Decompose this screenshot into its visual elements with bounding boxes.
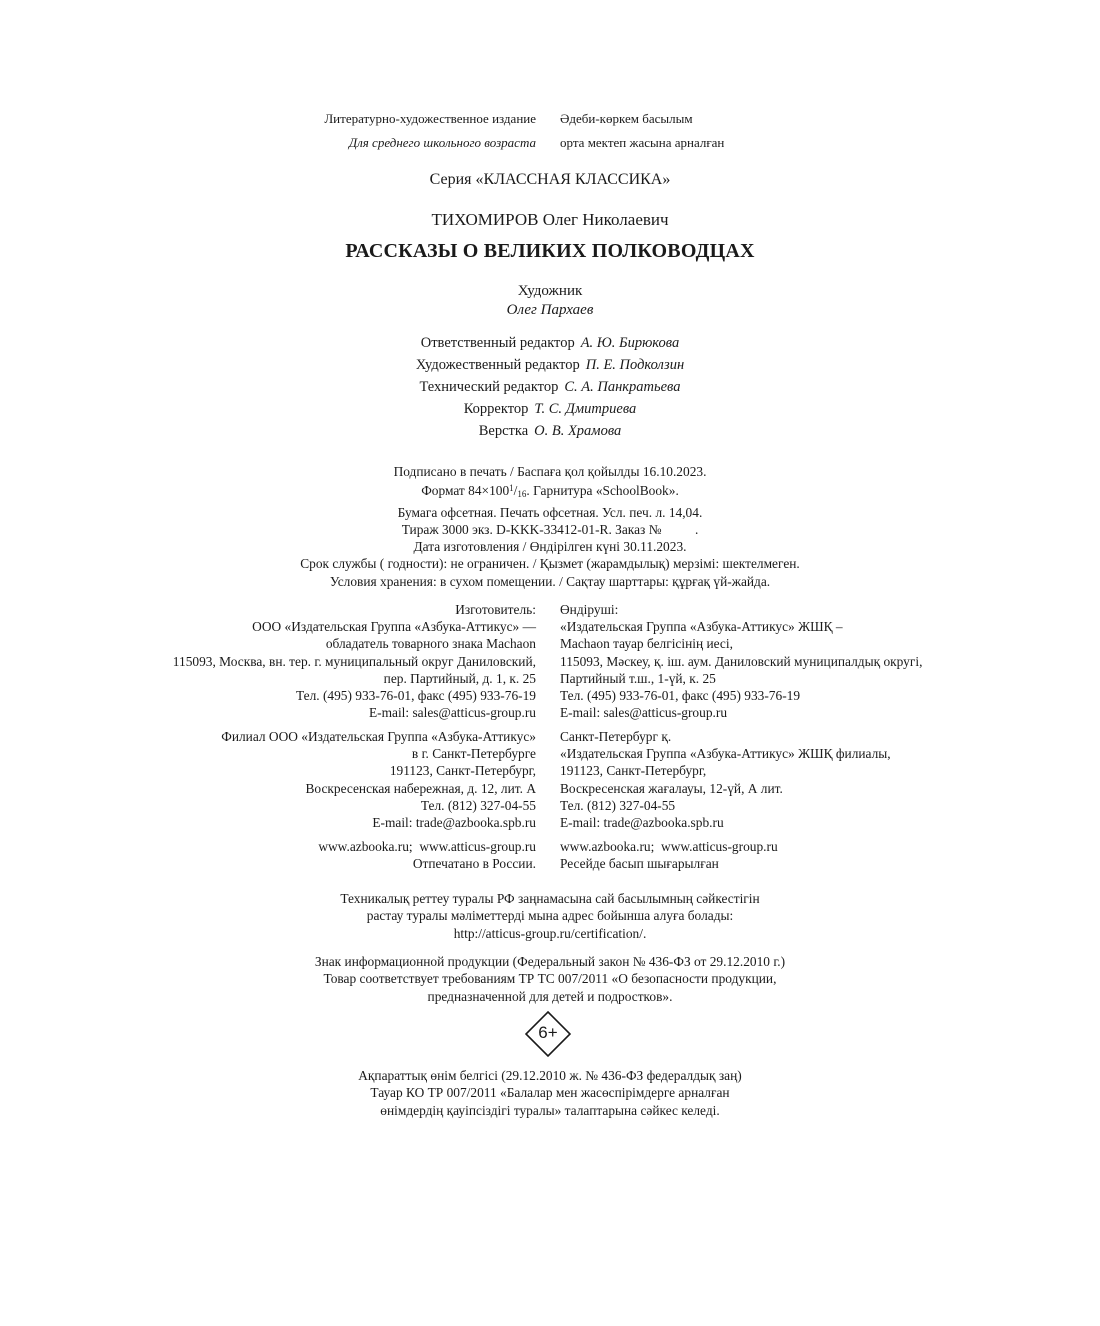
- staff-row: [0, 357, 1100, 374]
- book-title: РАССКАЗЫ О ВЕЛИКИХ ПОЛКОВОДЦАХ: [345, 240, 755, 262]
- branch-kz-line: Санкт-Петербург қ.: [560, 729, 672, 744]
- manufacturer-kz-line: Machaon тауар белгісінің иесі,: [560, 636, 733, 652]
- cert-line: http://atticus-group.ru/certification/.: [453, 925, 647, 941]
- staff-role: Ответственный редактор: [420, 335, 575, 351]
- branch-ru-line: Филиал ООО «Издательская Группа «Азбука-Аттикус»: [221, 729, 536, 744]
- manufacturer-ru-line: обладатель товарного знака Machaon: [325, 636, 536, 652]
- branch-ru-line: в г. Санкт-Петербурге: [411, 746, 536, 762]
- manufacturer-kz-line: 115093, Мәскеу, қ. іш. аум. Даниловский муниципалдық округі,: [560, 653, 923, 669]
- staff-name: Т. С. Дмитриева: [534, 401, 637, 417]
- imprint-line: Условия хранения: в сухом помещении. / Сақтау шарттары: құрғақ үй-жайда.: [329, 573, 771, 589]
- branch-ru: [221, 728, 536, 831]
- info-ru-line: предназначенной для детей и подростков».: [427, 988, 673, 1004]
- manufacturer-ru-line: пер. Партийный, д. 1, к. 25: [383, 670, 536, 686]
- staff-row: [0, 379, 1100, 396]
- series-name: Серия «КЛАССНАЯ КЛАССИКА»: [429, 171, 671, 188]
- web-ru-line: Отпечатано в России.: [412, 856, 536, 872]
- info-ru-line: Знак информационной продукции (Федеральный закон № 436-ФЗ от 29.12.2010 г.): [314, 954, 786, 969]
- staff-role: Верстка: [478, 423, 529, 439]
- info-ru-line: Товар соответствует требованиям ТР ТС 007/2011 «О безопасности продукции,: [323, 971, 777, 987]
- manufacturer-ru: [173, 601, 536, 721]
- staff-row: [0, 423, 1100, 440]
- manufacturer-kz-line: E-mail: sales@atticus-group.ru: [560, 705, 728, 721]
- manufacturer-ru-line: 115093, Москва, вн. тер. г. муниципальный округ Даниловский,: [172, 653, 536, 669]
- manufacturer-kz-line: Өндіруші:: [560, 602, 619, 617]
- staff-name: О. В. Храмова: [534, 423, 622, 439]
- staff-role: Художественный редактор: [415, 357, 580, 373]
- book-author: ТИХОМИРОВ Олег Николаевич: [431, 210, 669, 229]
- branch-kz-line: Тел. (812) 327-04-55: [560, 797, 676, 813]
- certification-block: [0, 890, 1100, 942]
- manufacturer-ru-line: E-mail: sales@atticus-group.ru: [368, 705, 536, 721]
- imprint-line: Бумага офсетная. Печать офсетная. Усл. печ. л. 14,04.: [397, 504, 703, 520]
- info-kz-line: өнімдердің қауіпсіздігі туралы» талаптарына сәйкес келеді.: [380, 1102, 720, 1118]
- web-ru-line: www.azbooka.ru; www.atticus-group.ru: [318, 839, 536, 854]
- web-ru: [318, 838, 536, 872]
- imprint-block: [0, 463, 1100, 590]
- imprint-line: Тираж 3000 экз. D-KKK-33412-01-R. Заказ № .: [401, 521, 699, 537]
- edition-type-ru: Литературно-художественное издание: [324, 111, 536, 126]
- artist-name: Олег Пархаев: [506, 302, 594, 318]
- staff-row: [0, 401, 1100, 418]
- imprint-line: Дата изготовления / Өндірілген күні 30.11.2023.: [413, 539, 687, 555]
- manufacturer-ru-line: ООО «Издательская Группа «Азбука-Аттикус» —: [252, 619, 536, 635]
- info-product-ru: [0, 953, 1100, 1005]
- staff-role: Технический редактор: [419, 379, 559, 395]
- branch-ru-line: 191123, Санкт-Петербург,: [389, 763, 536, 779]
- info-kz-line: Тауар КО ТР 007/2011 «Балалар мен жасөспірімдерге арналған: [370, 1085, 730, 1101]
- imprint-format-line: Формат $84\times 100^1/_{16}$. Гарнитура «SchoolBook».: [421, 483, 679, 500]
- staff-name: А. Ю. Бирюкова: [580, 335, 680, 351]
- staff-row: [0, 335, 1100, 352]
- age-rating-badge: [525, 1011, 571, 1057]
- branch-kz-line: E-mail: trade@azbooka.spb.ru: [560, 814, 724, 830]
- manufacturer-kz-line: Партийный т.ш., 1-үй, к. 25: [560, 670, 716, 686]
- staff-name: П. Е. Подколзин: [585, 357, 685, 373]
- info-product-kz: [0, 1067, 1100, 1119]
- branch-kz-line: «Издательская Группа «Азбука-Аттикус» ЖШҚ филиалы,: [560, 746, 891, 762]
- web-kz-line: www.azbooka.ru; www.atticus-group.ru: [560, 839, 778, 854]
- web-kz: [560, 838, 778, 872]
- manufacturer-ru-line: Изготовитель:: [455, 602, 536, 617]
- staff-role: Корректор: [463, 401, 529, 417]
- manufacturer-kz: [560, 601, 922, 721]
- age-group-kz: орта мектеп жасына арналған: [560, 135, 725, 150]
- branch-ru-line: Тел. (812) 327-04-55: [420, 797, 536, 813]
- manufacturer-ru-line: Тел. (495) 933-76-01, факс (495) 933-76-19: [295, 687, 536, 703]
- manufacturer-kz-line: «Издательская Группа «Азбука-Аттикус» ЖШҚ –: [560, 619, 843, 635]
- cert-line: растау туралы мәліметтерді мына адрес бойынша алуға болады:: [366, 908, 734, 924]
- cert-line: Техникалық реттеу туралы РФ заңнамасына сай басылымның сәйкестігін: [340, 891, 760, 906]
- branch-kz: [560, 728, 891, 831]
- branch-ru-line: Воскресенская набережная, д. 12, лит. А: [305, 780, 536, 796]
- imprint-line: Срок службы ( годности): не ограничен. / Қызмет (жарамдылық) мерзімі: шектелмеген.: [300, 556, 800, 572]
- edition-type-kz: Әдеби-көркем басылым: [560, 111, 693, 126]
- imprint-line: Подписано в печать / Баспаға қол қойылды 16.10.2023.: [393, 464, 707, 479]
- artist-label: Художник: [517, 283, 583, 299]
- manufacturer-kz-line: Тел. (495) 933-76-01, факс (495) 933-76-19: [560, 687, 801, 703]
- web-kz-line: Ресейде басып шығарылған: [560, 856, 719, 872]
- staff-name: С. А. Панкратьева: [564, 379, 681, 395]
- branch-kz-line: 191123, Санкт-Петербург,: [560, 763, 707, 779]
- branch-kz-line: Воскресенская жағалауы, 12-үй, А лит.: [560, 780, 783, 796]
- info-kz-line: Ақпараттық өнім белгісі (29.12.2010 ж. № 436-ФЗ федералдық заң): [358, 1068, 742, 1083]
- age-rating-text: 6+: [538, 1023, 558, 1042]
- branch-ru-line: E-mail: trade@azbooka.spb.ru: [372, 814, 536, 830]
- age-group-ru: Для среднего школьного возраста: [348, 135, 536, 150]
